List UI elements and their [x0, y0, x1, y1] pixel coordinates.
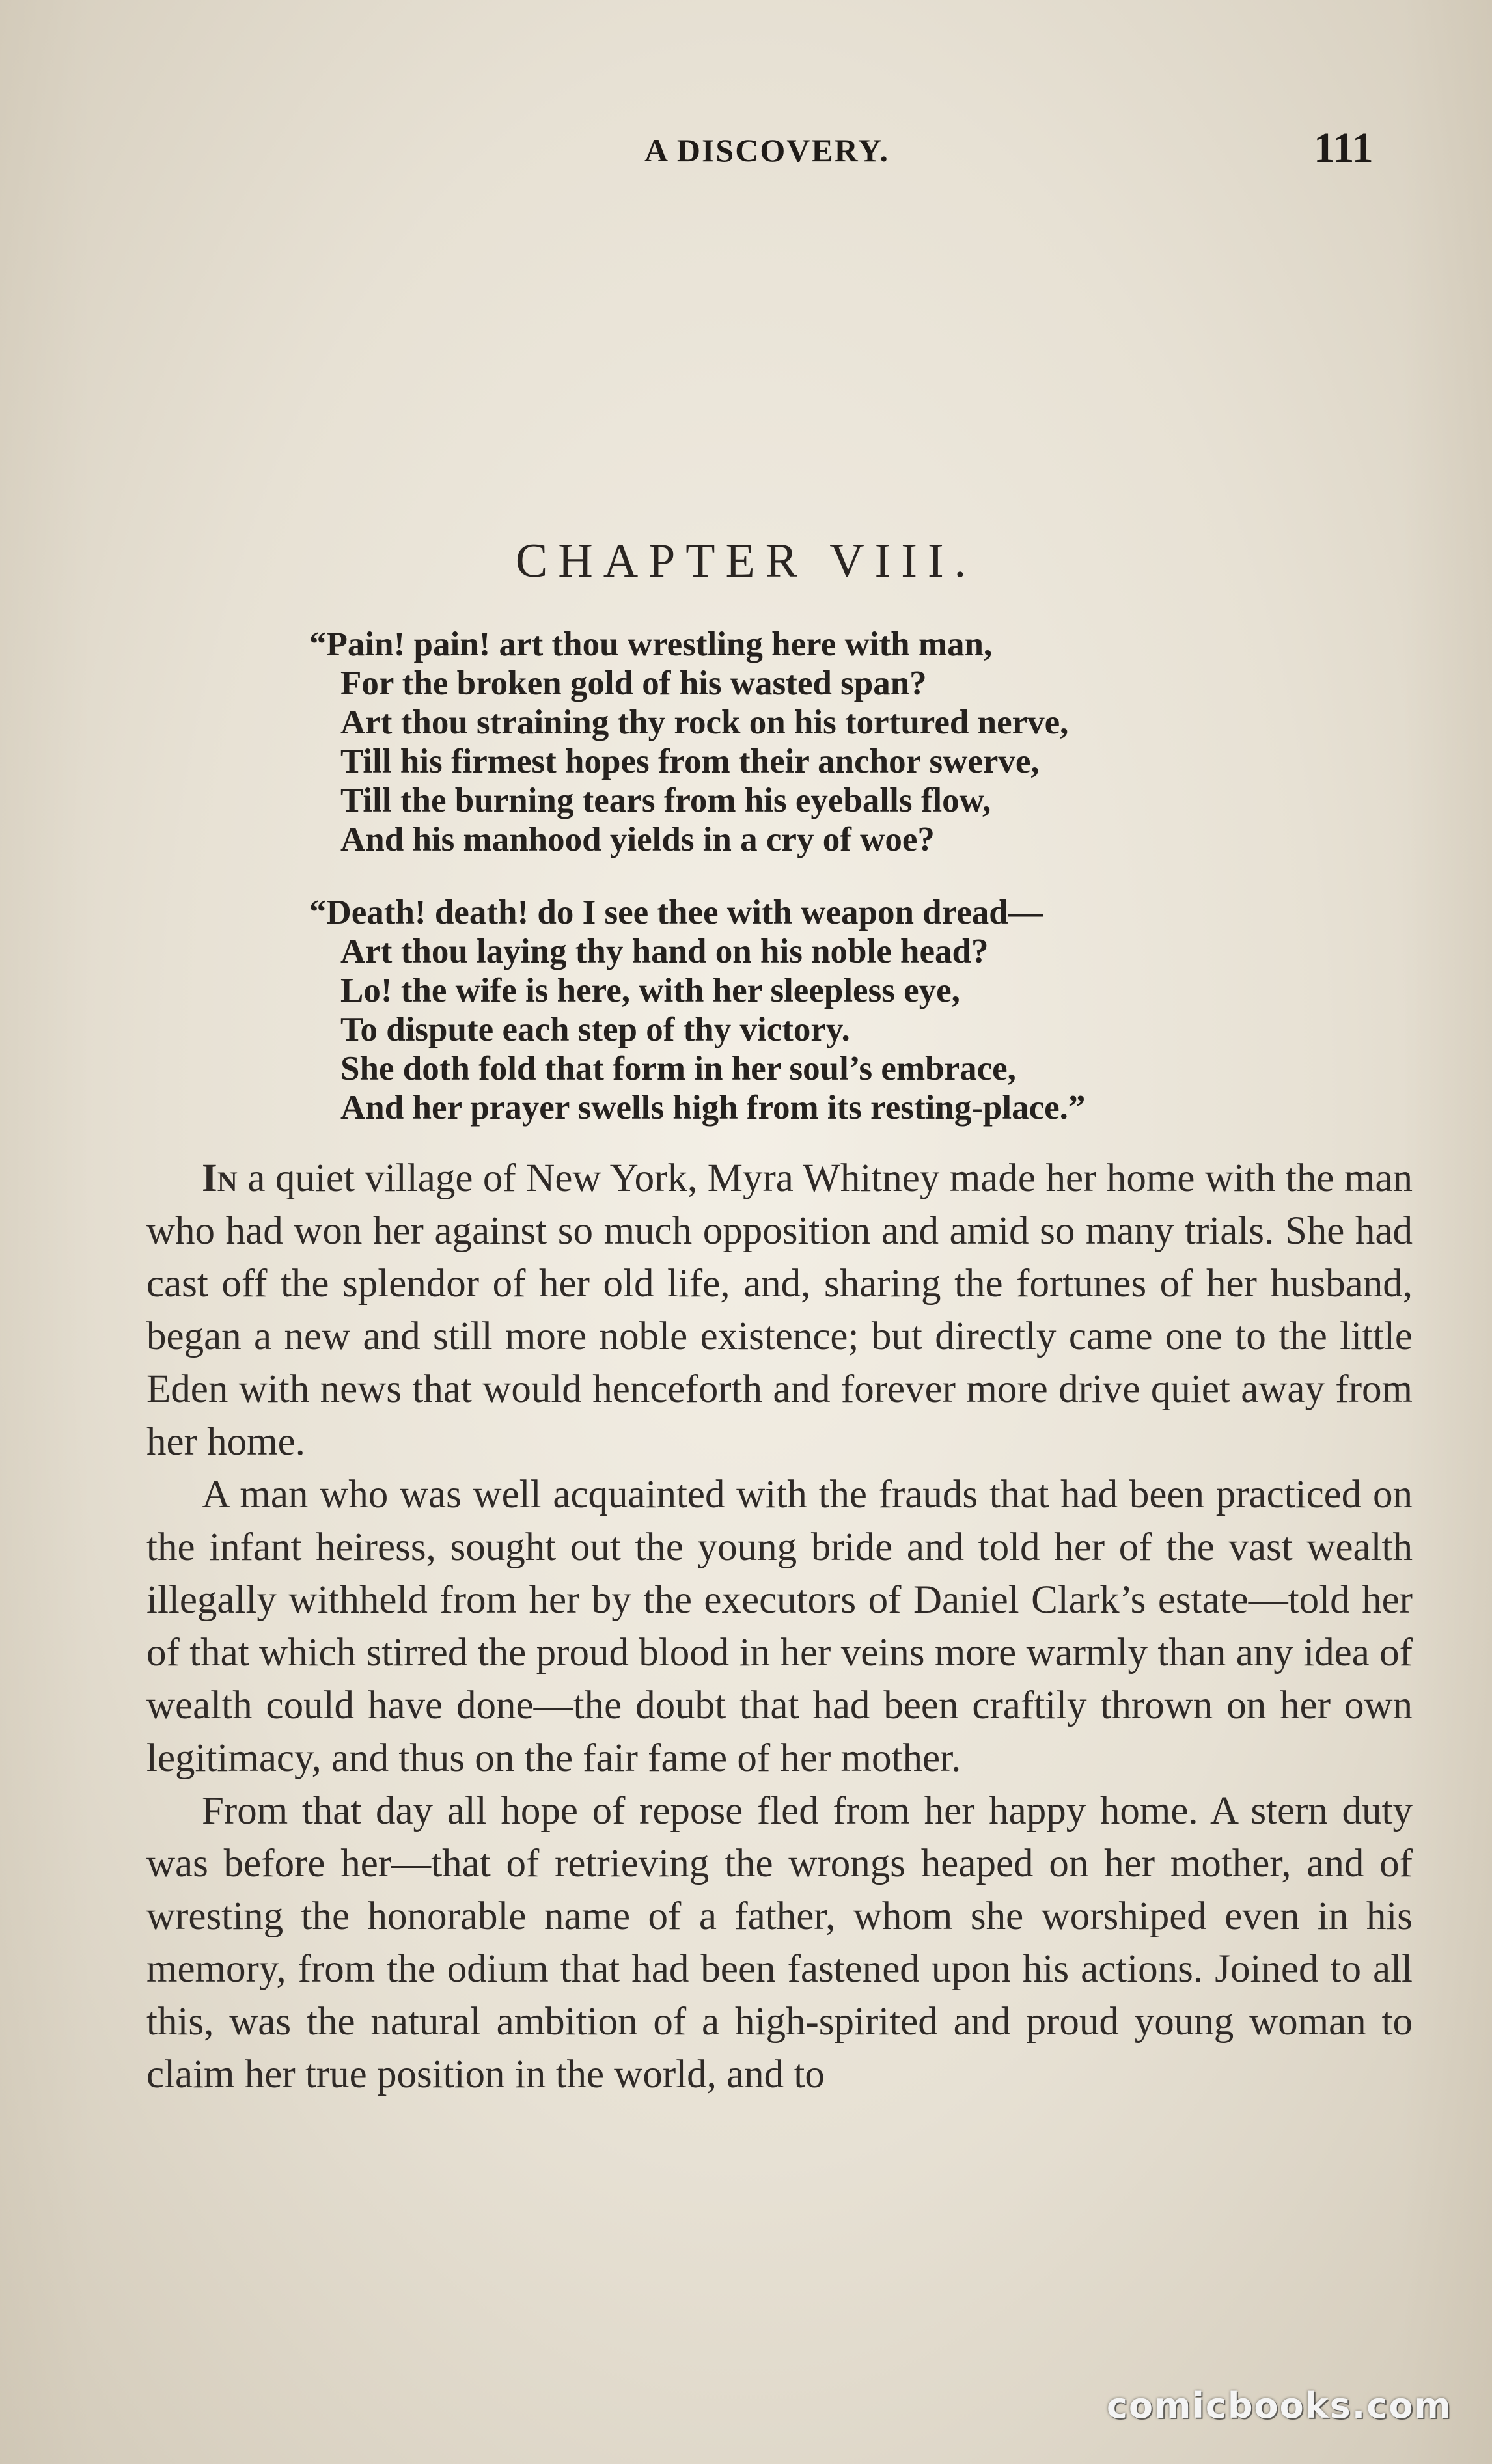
- verse-line: “Death! death! do I see thee with weapon dread—: [309, 894, 1043, 931]
- verse-line: And her prayer swells high from its resting-place.”: [340, 1089, 1086, 1127]
- paragraph-text: a quiet village of New York, Myra Whitney made her home with the man who had won her against so much opposition and amid so many trials. She had cast off the splendor of her old life, and, sharing the fortunes of her husband, began a new and still more noble existence; but directly came one to the little Eden with news that would henceforth and forever more drive quiet away from her home.: [146, 1157, 1413, 1464]
- paragraph: [146, 1785, 1413, 2101]
- verse-line: To dispute each step of thy victory.: [340, 1011, 850, 1048]
- verse-line: For the broken gold of his wasted span?: [340, 664, 927, 702]
- chapter-heading: CHAPTER VIII.: [515, 534, 977, 588]
- epigraph-stanza: [296, 893, 1312, 1127]
- verse-line: Lo! the wife is here, with her sleepless eye,: [340, 972, 960, 1009]
- paragraph: [146, 1468, 1413, 1785]
- verse-line: She doth fold that form in her soul’s embrace,: [340, 1050, 1016, 1088]
- page-number: 111: [1314, 124, 1374, 172]
- verse-line: Art thou straining thy rock on his tortured nerve,: [340, 704, 1069, 741]
- verse-line: “Pain! pain! art thou wrestling here with man,: [309, 625, 993, 663]
- verse-line: Till his firmest hopes from their anchor swerve,: [340, 743, 1040, 780]
- paragraph-text: A man who was well acquainted with the frauds that had been practiced on the infant heiress, sought out the young bride and told her of the vast wealth illegally withheld from her by the executors of Daniel Clark’s estate—told her of that which stirred the proud blood in her veins more warmly than any idea of wealth could have done—the doubt that had been craftily thrown on her own legitimacy, and thus on the fair fame of her mother.: [146, 1473, 1413, 1780]
- chapter-body: [146, 1152, 1413, 2101]
- paragraph-lead-word: In: [202, 1157, 238, 1200]
- paragraph-text: From that day all hope of repose fled from her happy home. A stern duty was before her—that of retrieving the wrongs heaped on her mother, and of wresting the honorable name of a father, whom she worshiped even in his memory, from the odium that had been fastened upon his actions. Joined to all this, was the natural ambition of a high-spirited and proud young woman to claim her true position in the world, and to: [146, 1789, 1413, 2096]
- running-title: A DISCOVERY.: [644, 132, 890, 169]
- verse-line: And his manhood yields in a cry of woe?: [340, 821, 935, 858]
- epigraph-stanza: [296, 625, 1312, 859]
- watermark: comicbooks.com: [1107, 2385, 1452, 2426]
- running-head: [0, 124, 1492, 176]
- epigraph: [296, 625, 1312, 1161]
- verse-line: Art thou laying thy hand on his noble head?: [340, 933, 989, 970]
- verse-line: Till the burning tears from his eyeballs flow,: [340, 782, 991, 819]
- paragraph: [146, 1152, 1413, 1468]
